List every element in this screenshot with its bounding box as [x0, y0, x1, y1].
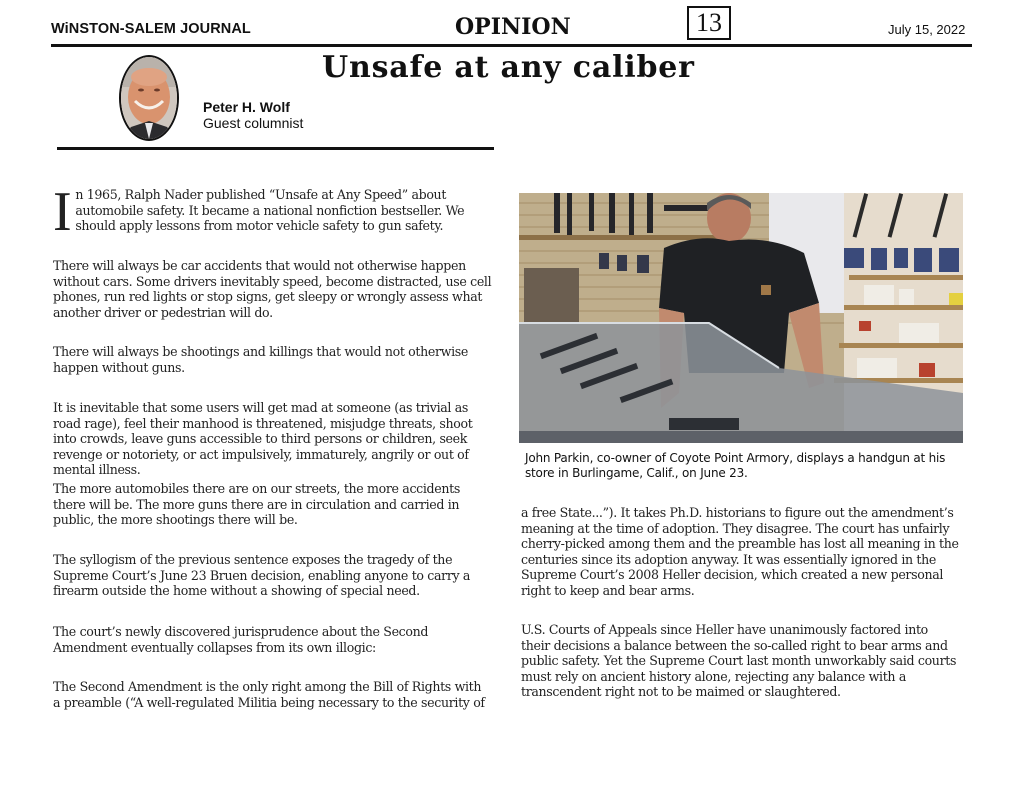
paragraph-line: Supreme Court’s 2008 Heller decision, which created a new personal — [521, 567, 944, 583]
photo-caption — [525, 451, 945, 481]
paragraph-line: into crowds, leave guns accessible to third persons or children, seek — [53, 431, 468, 447]
headline: Unsafe at any caliber — [322, 50, 695, 85]
gun-store-photo — [519, 193, 963, 443]
paragraph-5 — [53, 481, 460, 528]
paragraph-10 — [521, 622, 956, 700]
paragraph-line: It is inevitable that some users will get mad at someone (as trivial as — [53, 400, 469, 415]
paragraph-6 — [53, 552, 470, 599]
article-photo — [519, 193, 963, 443]
paragraph-line: The Second Amendment is the only right among the Bill of Rights with — [53, 679, 482, 694]
paragraph-7 — [53, 624, 428, 655]
paragraph-line: a preamble (“A well-regulated Militia being necessary to the security of — [53, 694, 485, 710]
paragraph-line: There will always be shootings and killings that would not otherwise — [53, 344, 468, 359]
paragraph-line: mental illness. — [53, 462, 141, 478]
author-name: Peter H. Wolf — [203, 99, 290, 115]
paragraph-line: another driver or pedestrian will do. — [53, 304, 273, 320]
paragraph-line: cherry-picked among them and the preamble has lost all meaning in the — [521, 536, 959, 552]
paragraph-9 — [521, 505, 959, 599]
byline-rule — [57, 147, 494, 150]
issue-date: July 15, 2022 — [888, 22, 966, 37]
paragraph-line: transcendent right not to be maimed or slaughtered. — [521, 684, 841, 700]
paragraph-line: should apply lessons from motor vehicle safety to gun safety. — [75, 218, 444, 234]
paragraph-line: there will be. The more guns there are in circulation and carried in — [53, 496, 460, 512]
paragraph-line: their decisions a balance between the so-called right to bear arms and — [521, 637, 948, 653]
paragraph-line: n 1965, Ralph Nader published “Unsafe at Any Speed” about — [75, 187, 447, 202]
author-headshot-image — [121, 57, 177, 139]
paragraph-line: Supreme Court’s June 23 Bruen decision, enabling anyone to carry a — [53, 567, 471, 583]
page-number-box: 13 — [687, 6, 731, 40]
paragraph-line: revenge or notoriety, or act impulsively, immaturely, angrily or out of — [53, 446, 469, 462]
paragraph-line: without cars. Some drivers inevitably speed, become distracted, use cell — [53, 273, 492, 289]
paragraph-line: phones, run red lights or stop signs, get sleepy or wrongly assess what — [53, 289, 483, 305]
left-column — [53, 181, 503, 243]
author-avatar — [119, 55, 179, 141]
paragraph-line: centuries since its adoption anyway. It was essentially ignored in the — [521, 551, 936, 567]
caption-line: John Parkin, co-owner of Coyote Point Armory, displays a handgun at his — [525, 451, 946, 465]
paragraph-line: a free State...”). It takes Ph.D. historians to figure out the amendment’s — [521, 505, 954, 520]
caption-line: store in Burlingame, Calif., on June 23. — [525, 466, 748, 480]
paragraph-line: public safety. Yet the Supreme Court last month unworkably said courts — [521, 653, 957, 669]
paragraph-line: right to keep and bear arms. — [521, 582, 695, 598]
paragraph-line: There will always be car accidents that would not otherwise happen — [53, 258, 466, 273]
paragraph-2 — [53, 258, 491, 320]
section-title: OPINION — [455, 14, 571, 40]
paragraph-line: U.S. Courts of Appeals since Heller have unanimously factored into — [521, 622, 928, 637]
paragraph-line: Amendment eventually collapses from its own illogic: — [53, 639, 376, 655]
newspaper-name: WiNSTON-SALEM JOURNAL — [51, 21, 251, 37]
masthead-rule — [51, 44, 972, 47]
paragraph-line: road rage), feel their manhood is threatened, misjudge threats, shoot — [53, 415, 473, 431]
paragraph-1 — [53, 181, 503, 243]
paragraph-line: public, the more shootings there will be. — [53, 512, 298, 528]
paragraph-4 — [53, 400, 472, 478]
paragraph-line: must rely on ancient history alone, rejecting any balance with a — [521, 668, 906, 684]
paragraph-line: The syllogism of the previous sentence exposes the tragedy of the — [53, 552, 453, 567]
paragraph-line: happen without guns. — [53, 359, 185, 375]
paragraph-line: The court’s newly discovered jurisprudence about the Second — [53, 624, 429, 639]
drop-cap: I — [53, 181, 72, 243]
paragraph-line: firearm outside the home without a showing of special need. — [53, 583, 420, 599]
paragraph-line: The more automobiles there are on our streets, the more accidents — [53, 481, 460, 496]
paragraph-line: meaning at the time of adoption. They disagree. The court has unfairly — [521, 520, 950, 536]
paragraph-8 — [53, 679, 485, 710]
author-role: Guest columnist — [203, 115, 304, 131]
paragraph-3 — [53, 344, 468, 375]
paragraph-line: automobile safety. It became a national nonfiction bestseller. We — [75, 202, 465, 218]
